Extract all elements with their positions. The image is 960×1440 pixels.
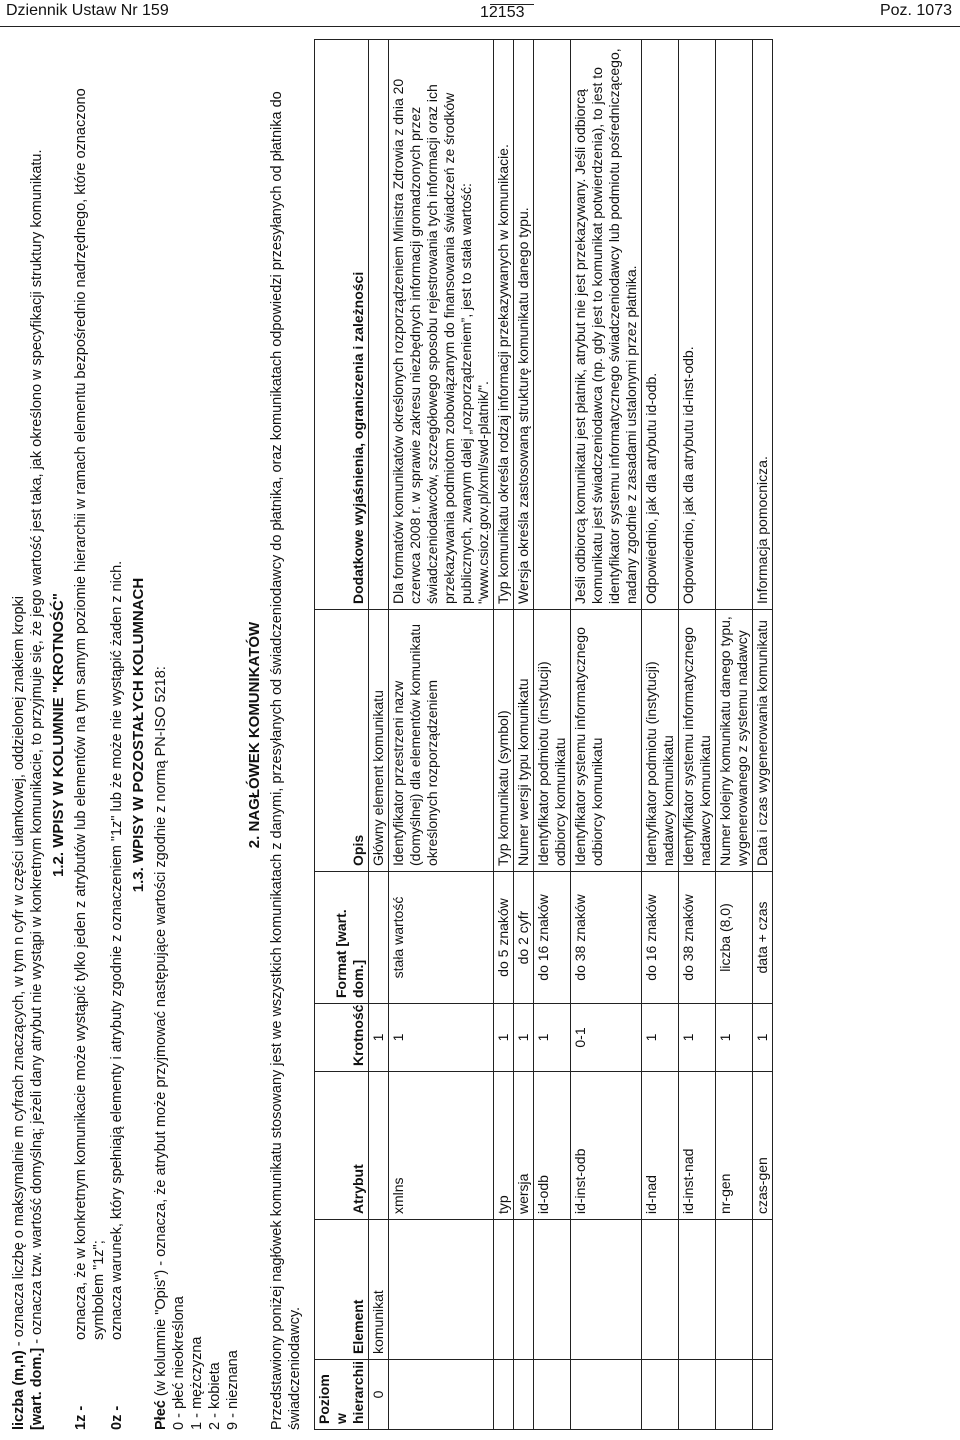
cell-element: [753, 1220, 773, 1360]
cell-poziom: [642, 1360, 679, 1430]
cell-dodatkowe: Dla formatów komunikatów określonych rozporządzeniem Ministra Zdrowia z dnia 20 czerwca 2008 r. w sprawie zakresu niezbędnych informacji gromadzonych przez świadczeniodawców, szczegółowego sposobu rejestrowania tych informacji oraz ich przekazywania podmiotom zobowiązanym do finansowania świadczeń ze środków publicznych, zwanym dalej „rozporządzeniem”, jest to stała wartość: "www.csioz.gov.pl/xml/swd-platnik/".: [389, 40, 494, 610]
cell-krotnosc: 1: [679, 1004, 716, 1072]
cell-format: liczba (8,0): [716, 872, 753, 1004]
def-liczba: liczba (m,n) - oznacza liczbę o maksymalnie m cyfrach znaczących, w tym n cyfr w części ułamkowej, oddzielonej znakiem kropki: [11, 595, 27, 1430]
cell-format: do 5 znaków: [494, 872, 514, 1004]
cell-opis: Numer wersji typu komunikatu: [514, 610, 534, 872]
cell-krotnosc: 1: [494, 1004, 514, 1072]
cell-element: [494, 1220, 514, 1360]
cell-poziom: [534, 1360, 571, 1430]
message-header-table: [314, 39, 773, 1430]
col-header-opis: Opis: [315, 610, 369, 872]
cell-krotnosc: 1: [389, 1004, 494, 1072]
col-header-format: Format [wart. dom.]: [315, 872, 369, 1004]
cell-opis: Identyfikator podmiotu (instytucji) nadawcy komunikatu: [642, 610, 679, 872]
cell-atrybut: id-inst-odb: [571, 1072, 642, 1220]
cell-atrybut: id-inst-nad: [679, 1072, 716, 1220]
cell-krotnosc: 1: [642, 1004, 679, 1072]
table-header-row: [315, 40, 369, 1430]
cell-element: [389, 1220, 494, 1360]
cell-opis: Identyfikator systemu informatycznego odbiorcy komunikatu: [571, 610, 642, 872]
cell-krotnosc: 1: [753, 1004, 773, 1072]
cell-opis: Główny element komunikatu: [369, 610, 389, 872]
cell-krotnosc: 1: [369, 1004, 389, 1072]
section-1-2-title: 1.2. WPISY W KOLUMNIE "KROTNOŚĆ": [50, 593, 67, 877]
section-1-3-title: 1.3. WPISY W POZOSTAŁYCH KOLUMNACH: [130, 577, 147, 893]
cell-element: komunikat: [369, 1220, 389, 1360]
plec-definition: Płeć (w kolumnie "Opis") - oznacza, że atrybut może przyjmować następujące wartości zgodnie z normą PN-ISO 5218:: [153, 666, 169, 1430]
cell-dodatkowe: Odpowiednio, jak dla atrybutu id-inst-odb.: [679, 40, 716, 610]
cell-atrybut: [369, 1072, 389, 1220]
cell-atrybut: czas-gen: [753, 1072, 773, 1220]
cell-element: [514, 1220, 534, 1360]
col-header-element: Element: [315, 1220, 369, 1360]
table-row: [571, 40, 642, 1430]
cell-dodatkowe: Informacja pomocnicza.: [753, 40, 773, 610]
cell-dodatkowe: [369, 40, 389, 610]
table-row: [514, 40, 534, 1430]
def-1z: 1z - oznacza, że w konkretnym komunikacie może wystąpić tylko jeden z atrybutów lub elementów na tym samym poziomie hierarchii w ramach elementu bezpośrednio nadrzędnego, które oznaczono symbolem "1z";: [73, 88, 107, 1430]
def-wart-dom: [wart. dom.] - oznacza tzw. wartość domyślną; jeżeli dany atrybut nie wystąpi w konkretnym komunikacie, to przyjmuje się, że jego wartość jest taka, jak określono w specyfikacji struktury komunikatu.: [29, 149, 45, 1430]
table-row: [679, 40, 716, 1430]
cell-format: do 38 znaków: [571, 872, 642, 1004]
section-2-intro: Przedstawiony poniżej nagłówek komunikatu stosowany jest we wszystkich komunikatach z danymi, przesyłanych od świadczeniodawcy do płatnika, oraz komunikatach odpowiedzi przesyłanych od płatnika do świadczeniodawcy.: [269, 91, 303, 1430]
cell-format: do 16 znaków: [534, 872, 571, 1004]
cell-element: [571, 1220, 642, 1360]
cell-atrybut: id-nad: [642, 1072, 679, 1220]
plec-value: 1 - mężczyzna: [189, 1336, 205, 1430]
cell-atrybut: nr-gen: [716, 1072, 753, 1220]
cell-format: do 38 znaków: [679, 872, 716, 1004]
journal-title: Dziennik Ustaw Nr 159: [6, 2, 169, 19]
table-row: [389, 40, 494, 1430]
cell-opis: Numer kolejny komunikatu danego typu, wygenerowanego z systemu nadawcy: [716, 610, 753, 872]
cell-poziom: [716, 1360, 753, 1430]
cell-dodatkowe: Typ komunikatu określa rodzaj informacji przekazywanych w komunikacie.: [494, 40, 514, 610]
cell-krotnosc: 1: [534, 1004, 571, 1072]
col-header-atrybut: Atrybut: [315, 1072, 369, 1220]
page-content: [10, 40, 950, 1430]
cell-krotnosc: 1: [514, 1004, 534, 1072]
plec-value: 9 - nieznana: [225, 1350, 241, 1430]
cell-poziom: [753, 1360, 773, 1430]
def-0z: 0z - oznacza warunek, który spełniają elementy i atrybuty zgodnie z oznaczeniem "1z" lub że może nie wystąpić żaden z nich.: [109, 560, 125, 1430]
table-row: [716, 40, 753, 1430]
cell-element: [679, 1220, 716, 1360]
cell-atrybut: xmlns: [389, 1072, 494, 1220]
col-header-poziom: Poziom w hierarchii: [315, 1360, 369, 1430]
rotated-page: [0, 30, 960, 1440]
cell-atrybut: id-odb: [534, 1072, 571, 1220]
cell-dodatkowe: Wersja określa zastosowaną strukturę komunikatu danego typu.: [514, 40, 534, 610]
cell-poziom: [679, 1360, 716, 1430]
cell-krotnosc: 0-1: [571, 1004, 642, 1072]
plec-value: 2 - kobieta: [207, 1362, 223, 1430]
col-header-krotnosc: Krotność: [315, 1004, 369, 1072]
cell-poziom: 0: [369, 1360, 389, 1430]
cell-poziom: [389, 1360, 494, 1430]
cell-krotnosc: 1: [716, 1004, 753, 1072]
table-row: [642, 40, 679, 1430]
cell-dodatkowe: [716, 40, 753, 610]
cell-format: data + czas: [753, 872, 773, 1004]
cell-element: [534, 1220, 571, 1360]
cell-format: do 2 cyfr: [514, 872, 534, 1004]
plec-value: 0 - płeć nieokreślona: [171, 1296, 187, 1430]
cell-opis: Data i czas wygenerowania komunikatu: [753, 610, 773, 872]
position-number: Poz. 1073: [879, 2, 952, 19]
cell-atrybut: typ: [494, 1072, 514, 1220]
cell-element: [716, 1220, 753, 1360]
cell-atrybut: wersja: [514, 1072, 534, 1220]
cell-dodatkowe: Jeśli odbiorcą komunikatu jest płatnik, atrybut nie jest przekazywany. Jeśli odbiorcą komunikatu jest świadczeniodawca (np. gdy jest to komunikat potwierdzenia), to jest to identyfikator systemu informatycznego świadczeniodawcy lub podmiotu pośredniczącego, nadany zgodnie z zasadami ustalonymi przez płatnika.: [571, 40, 642, 610]
cell-poziom: [494, 1360, 514, 1430]
cell-format: do 16 znaków: [642, 872, 679, 1004]
cell-format: [369, 872, 389, 1004]
section-2-title: 2. NAGŁÓWEK KOMUNIKATÓW: [246, 621, 263, 849]
cell-opis: Identyfikator systemu informatycznego nadawcy komunikatu: [679, 610, 716, 872]
col-header-dodatkowe: Dodatkowe wyjaśnienia, ograniczenia i zależności: [315, 40, 369, 610]
table-row: [369, 40, 389, 1430]
cell-dodatkowe: Odpowiednio, jak dla atrybutu id-odb.: [642, 40, 679, 610]
cell-element: [642, 1220, 679, 1360]
running-header: Dziennik Ustaw Nr 159 12153 Poz. 1073: [0, 0, 960, 27]
table-row: [753, 40, 773, 1430]
cell-poziom: [514, 1360, 534, 1430]
table-row: [494, 40, 514, 1430]
cell-opis: Identyfikator podmiotu (instytucji) odbiorcy komunikatu: [534, 610, 571, 872]
cell-dodatkowe: [534, 40, 571, 610]
cell-opis: Identyfikator przestrzeni nazw (domyślnej) dla elementów komunikatu określonych rozporządzeniem: [389, 610, 494, 872]
cell-poziom: [571, 1360, 642, 1430]
cell-opis: Typ komunikatu (symbol): [494, 610, 514, 872]
cell-format: stała wartość: [389, 872, 494, 1004]
table-row: [534, 40, 571, 1430]
